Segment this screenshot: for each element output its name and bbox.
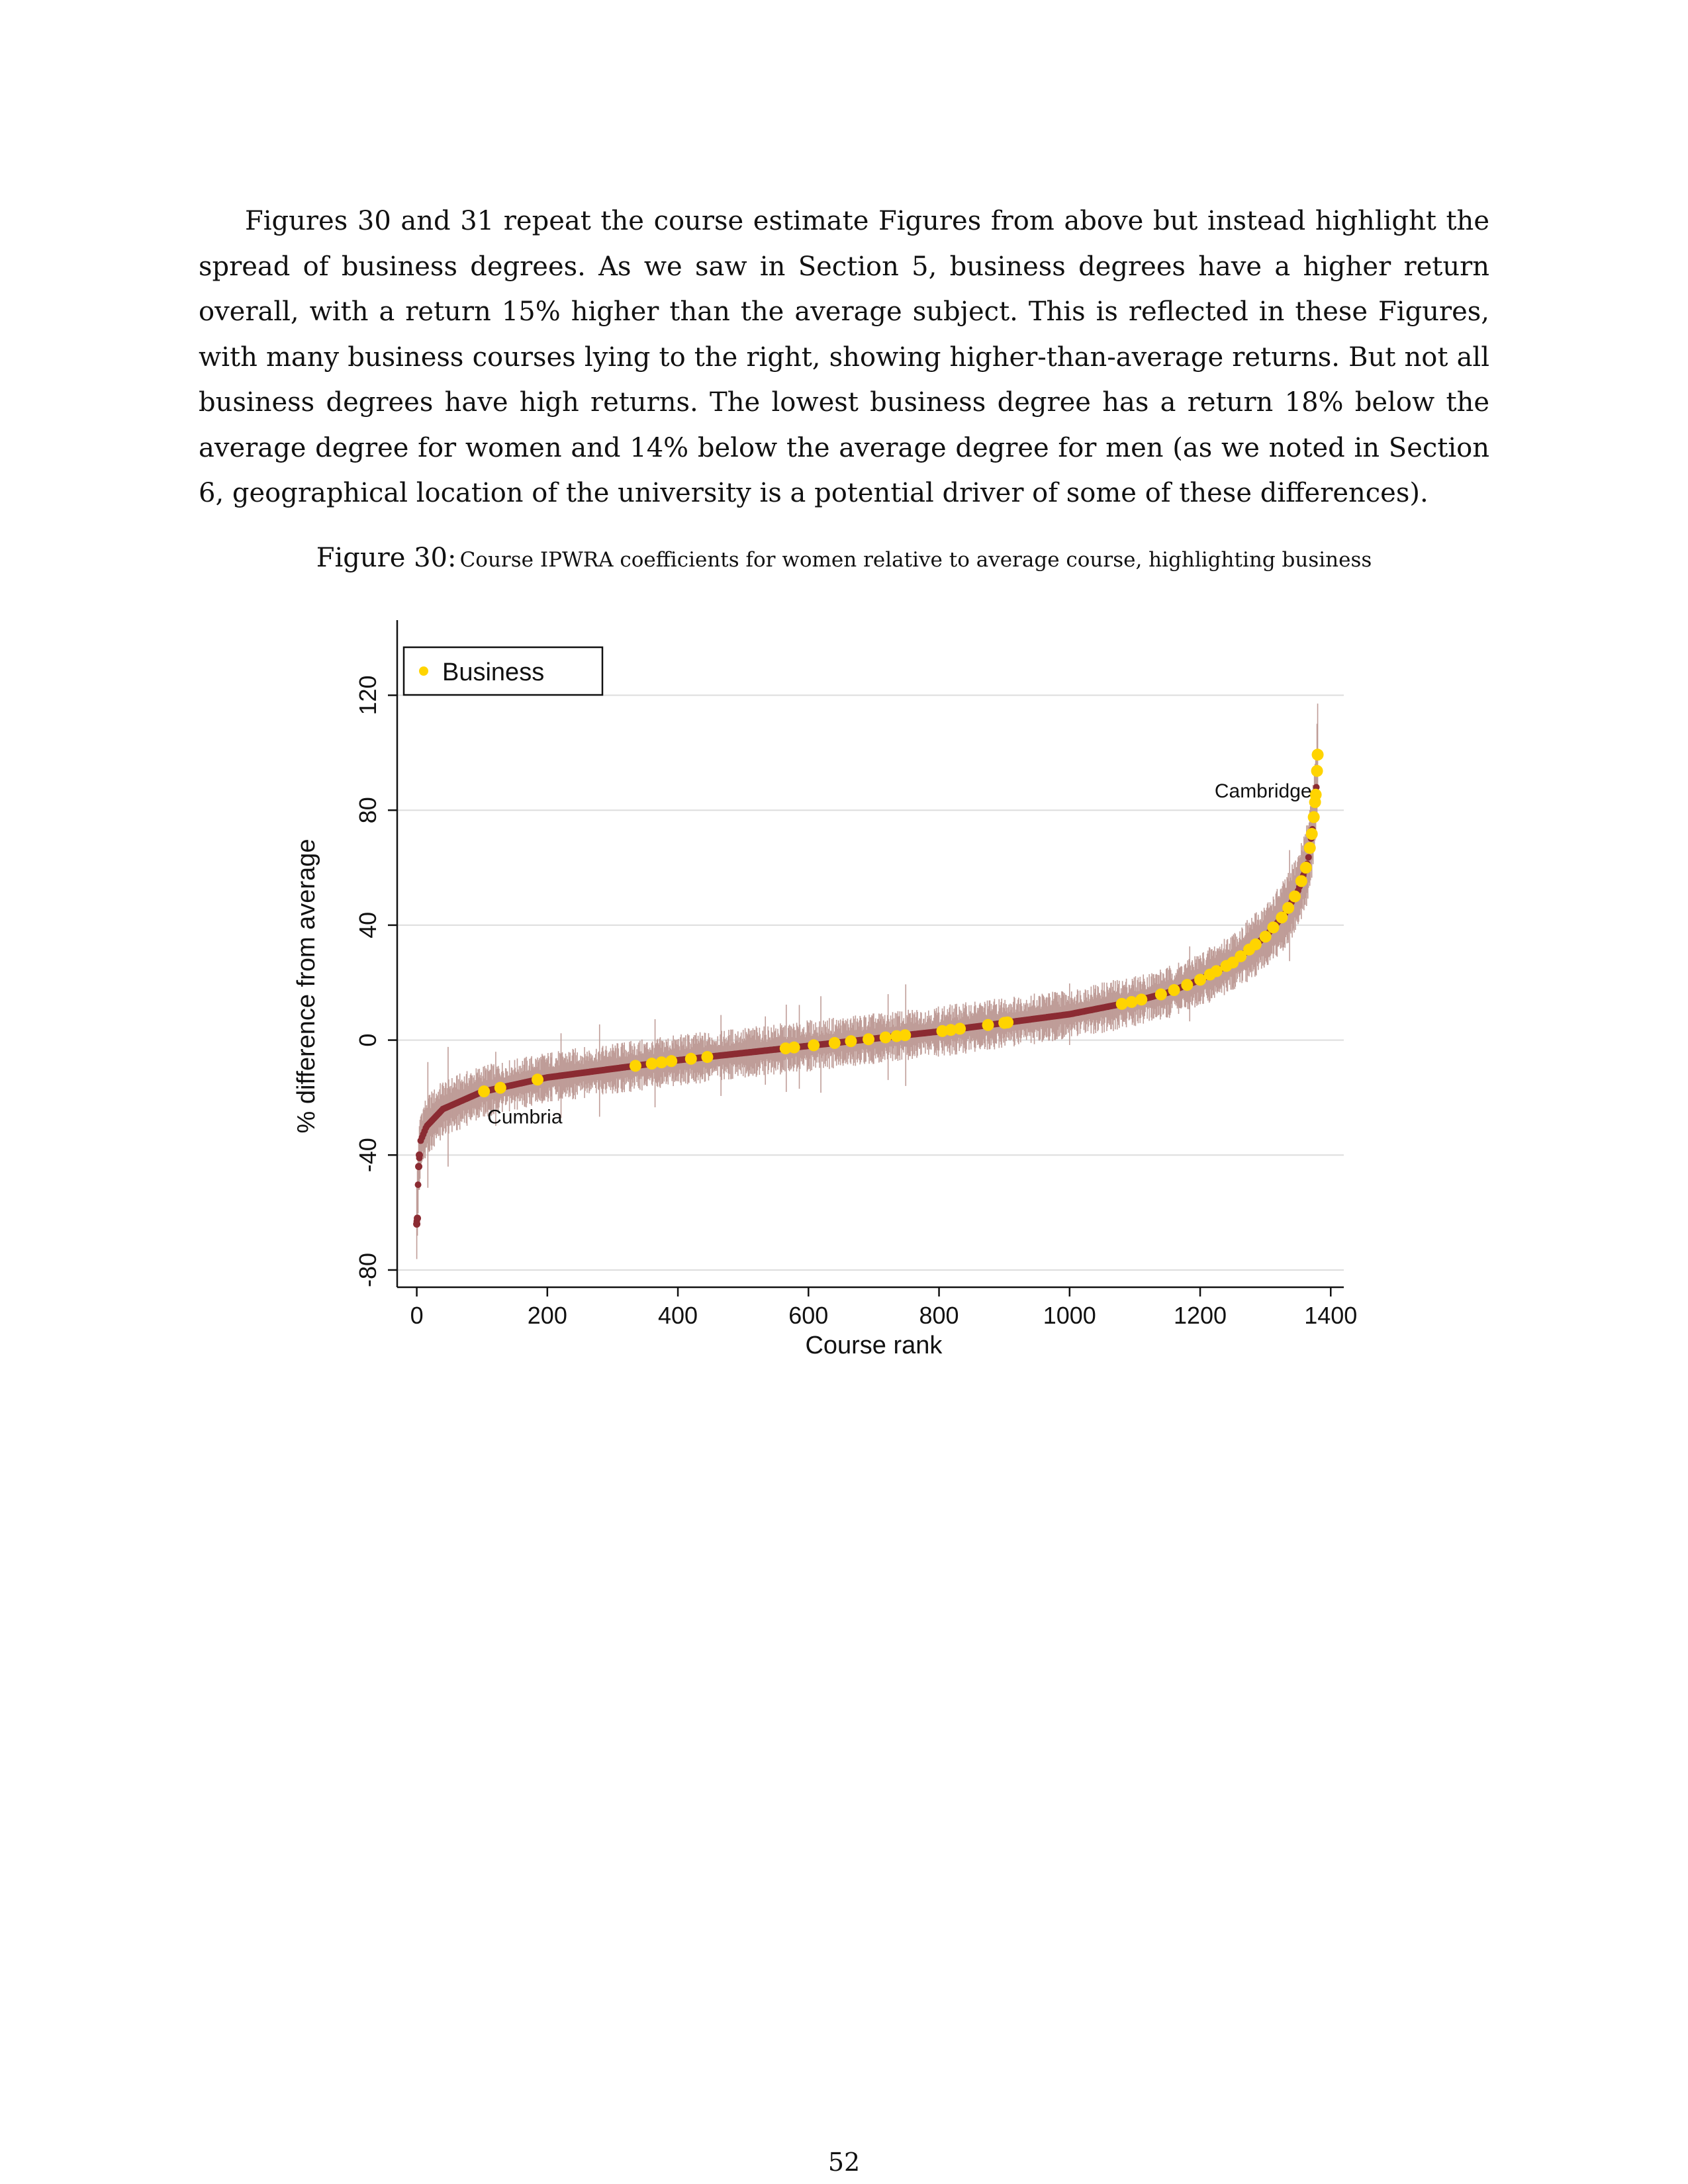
business-point (630, 1060, 641, 1071)
page-number: 52 (827, 2148, 861, 2177)
legend (404, 647, 602, 695)
business-point (1300, 862, 1312, 874)
course-point (1305, 854, 1312, 860)
business-point (1155, 989, 1167, 1001)
x-tick-label: 0 (410, 1302, 424, 1329)
x-axis-label: Course rank (805, 1332, 943, 1359)
x-tick-label: 1400 (1304, 1302, 1358, 1329)
course-point (415, 1163, 422, 1170)
business-point (1289, 890, 1301, 902)
y-tick-label: 120 (354, 675, 381, 715)
business-point (1135, 993, 1147, 1005)
business-point (1282, 902, 1294, 914)
business-point (788, 1042, 800, 1054)
y-tick-label: 40 (354, 911, 381, 938)
business-point (1311, 765, 1323, 777)
figure-caption (0, 543, 1688, 573)
business-point (478, 1085, 490, 1097)
business-point (1312, 749, 1324, 760)
course-point (414, 1214, 421, 1222)
legend-marker-business (419, 666, 428, 676)
figure-label: Figure 30: (316, 543, 457, 573)
business-point (1002, 1017, 1013, 1028)
business-point (829, 1037, 841, 1049)
business-point (899, 1029, 911, 1041)
body-paragraph: Figures 30 and 31 repeat the course estimate Figures from above but instead highlight the spread of business degrees. As we saw in Section 5, business degrees have a higher return overall, with a return 15% higher than the average subject. This is reflected in these Figures, with many business courses lying to the right, showing higher-than-average returns. But not all business degrees have high returns. The lowest business degree has a return 18% below the average degree for women and 14% below the average degree for men (as we noted in Section 6, geographical location of the university is a potential driver of some of these differences). (199, 206, 1489, 508)
business-point (1308, 811, 1320, 823)
x-tick-label: 400 (658, 1302, 698, 1329)
business-point (863, 1033, 874, 1045)
business-point (982, 1019, 994, 1031)
business-point (1267, 921, 1279, 933)
business-point (701, 1051, 713, 1063)
x-tick-label: 800 (919, 1302, 959, 1329)
legend-label-business: Business (442, 659, 545, 686)
business-point (665, 1055, 677, 1067)
business-point (532, 1073, 543, 1085)
business-point (880, 1031, 892, 1043)
business-point (494, 1082, 506, 1094)
x-tick-label: 600 (788, 1302, 829, 1329)
y-axis-label: % difference from average (293, 839, 320, 1134)
business-point (1168, 984, 1180, 996)
business-point (1250, 938, 1262, 950)
business-point (954, 1023, 966, 1034)
x-tick-label: 1200 (1173, 1302, 1227, 1329)
annotation-cambridge: Cambridge (1214, 780, 1312, 803)
y-tick-label: -40 (354, 1138, 381, 1173)
y-tick-label: -80 (354, 1252, 381, 1287)
business-point (1295, 875, 1307, 887)
y-tick-label: 0 (354, 1033, 381, 1047)
business-point (1306, 828, 1318, 840)
annotation-cumbria: Cumbria (487, 1106, 563, 1128)
figure-caption-text: Course IPWRA coefficients for women relative to average course, highlighting business (459, 548, 1372, 572)
business-point (1260, 931, 1272, 942)
course-point (416, 1152, 423, 1159)
course-rank-chart (285, 619, 1370, 1373)
business-point (1181, 979, 1193, 991)
course-point (415, 1181, 422, 1188)
business-point (808, 1039, 820, 1051)
business-point (845, 1035, 857, 1047)
x-tick-label: 1000 (1043, 1302, 1096, 1329)
business-point (685, 1053, 697, 1065)
x-tick-label: 200 (527, 1302, 567, 1329)
business-point (1304, 842, 1316, 854)
y-tick-label: 80 (354, 797, 381, 824)
